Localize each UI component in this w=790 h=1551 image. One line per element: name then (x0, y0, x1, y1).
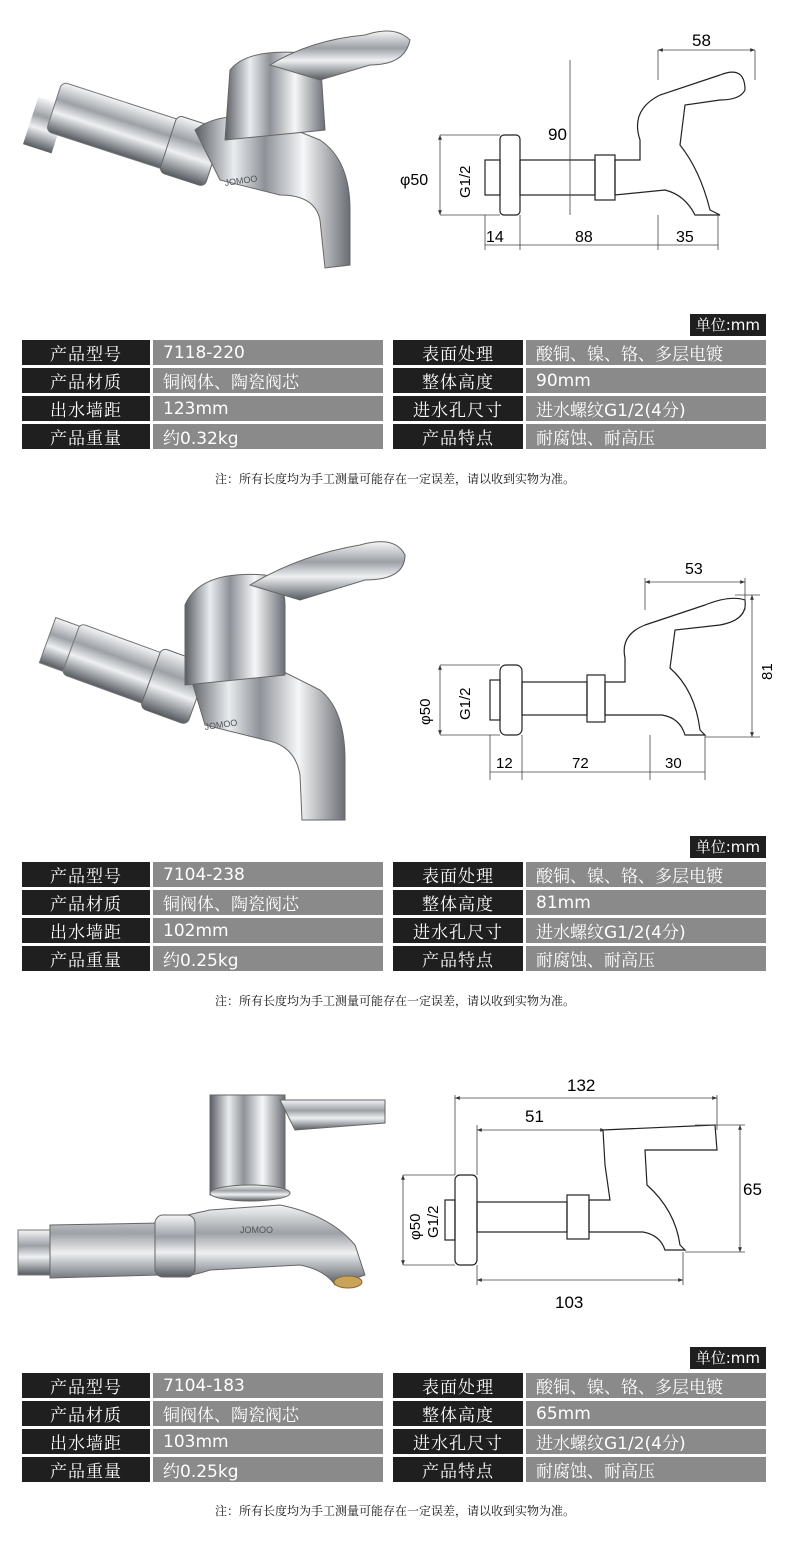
spec-table-1 (22, 337, 766, 452)
spec-value: 123mm (150, 396, 383, 421)
dim-diameter-2: φ50 (417, 698, 434, 725)
spec-value: 81mm (523, 890, 766, 915)
spec-row (22, 946, 766, 971)
spec-key: 出水墙距 (22, 396, 150, 421)
dim-pipe-2: 72 (572, 755, 589, 772)
spec-row (22, 890, 766, 915)
spec-value: 酸铜、镍、铬、多层电镀 (523, 862, 766, 887)
dim-diameter-3: φ50 (407, 1213, 424, 1240)
spec-key: 进水孔尺寸 (393, 1429, 523, 1454)
spec-value: 耐腐蚀、耐高压 (523, 1457, 766, 1482)
spec-table-3 (22, 1370, 766, 1485)
spec-value: 酸铜、镍、铬、多层电镀 (523, 1373, 766, 1398)
spec-value: 进水螺纹G1/2(4分) (523, 396, 766, 421)
spec-key: 产品型号 (22, 340, 150, 365)
spec-key: 表面处理 (393, 862, 523, 887)
dim-thread-3: G1/2 (425, 1205, 442, 1238)
measurement-note-1: 注：所有长度均为手工测量可能存在一定误差，请以收到实物为准。 (214, 472, 575, 486)
dim-flange-2: 12 (496, 755, 513, 772)
spec-row (22, 1373, 766, 1398)
spec-row (22, 1401, 766, 1426)
measurement-note-3: 注：所有长度均为手工测量可能存在一定误差，请以收到实物为准。 (214, 1504, 575, 1518)
spec-value: 耐腐蚀、耐高压 (523, 946, 766, 971)
dim-top-2: 53 (685, 561, 703, 578)
faucet-photo-2 (20, 525, 420, 835)
dim-thread-1: G1/2 (457, 165, 474, 198)
spec-value: 铜阀体、陶瓷阀芯 (150, 890, 383, 915)
dim-mid-3: 51 (525, 1107, 544, 1126)
spec-key: 表面处理 (393, 340, 523, 365)
spec-value: 103mm (150, 1429, 383, 1454)
dim-spout-1: 35 (676, 229, 694, 246)
spec-value: 65mm (523, 1401, 766, 1426)
spec-value: 耐腐蚀、耐高压 (523, 424, 766, 449)
dimension-drawing-1 (400, 20, 780, 280)
brand-mark-2: JOMOO (203, 717, 238, 732)
spec-value: 102mm (150, 918, 383, 943)
spec-key: 产品重量 (22, 1457, 150, 1482)
dim-pipe-1: 88 (575, 229, 593, 246)
unit-label-1: 单位:mm (690, 314, 766, 336)
spec-row (22, 1457, 766, 1482)
spec-key: 产品重量 (22, 946, 150, 971)
spec-key: 产品材质 (22, 368, 150, 393)
spec-row (22, 424, 766, 449)
spec-table-2 (22, 859, 766, 974)
spec-key: 整体高度 (393, 1401, 523, 1426)
product-section-1 (0, 0, 790, 500)
spec-value: 约0.25kg (150, 946, 383, 971)
dim-diameter-1: φ50 (400, 172, 429, 189)
dim-height-1: 90 (548, 125, 567, 144)
faucet-photo-3 (10, 1075, 390, 1325)
spec-key: 产品材质 (22, 890, 150, 915)
spec-value: 90mm (523, 368, 766, 393)
spec-key: 产品特点 (393, 424, 523, 449)
brand-mark-1: JOMOO (223, 173, 258, 188)
spec-row (22, 1429, 766, 1454)
spec-key: 表面处理 (393, 1373, 523, 1398)
spec-value: 铜阀体、陶瓷阀芯 (150, 368, 383, 393)
spec-key: 整体高度 (393, 890, 523, 915)
spec-row (22, 862, 766, 887)
spec-key: 出水墙距 (22, 1429, 150, 1454)
spec-row (22, 396, 766, 421)
spec-key: 出水墙距 (22, 918, 150, 943)
faucet-photo-1 (20, 10, 420, 300)
spec-key: 整体高度 (393, 368, 523, 393)
dim-bottom-3: 103 (555, 1293, 584, 1312)
spec-value: 7104-183 (150, 1373, 383, 1398)
dim-height-3: 65 (743, 1180, 762, 1199)
dim-flange-1: 14 (486, 229, 504, 246)
spec-key: 进水孔尺寸 (393, 396, 523, 421)
spec-value: 约0.32kg (150, 424, 383, 449)
spec-row (22, 918, 766, 943)
spec-value: 铜阀体、陶瓷阀芯 (150, 1401, 383, 1426)
spec-value: 7118-220 (150, 340, 383, 365)
measurement-note-2: 注：所有长度均为手工测量可能存在一定误差，请以收到实物为准。 (214, 994, 575, 1008)
spec-key: 进水孔尺寸 (393, 918, 523, 943)
spec-value: 进水螺纹G1/2(4分) (523, 1429, 766, 1454)
brand-mark-3: JOMOO (240, 1225, 273, 1235)
spec-key: 产品材质 (22, 1401, 150, 1426)
dim-top-3: 132 (567, 1076, 596, 1095)
spec-value: 约0.25kg (150, 1457, 383, 1482)
spec-key: 产品特点 (393, 946, 523, 971)
dimension-drawing-3 (395, 1070, 775, 1330)
dimension-drawing-2 (400, 540, 780, 810)
product-section-2 (0, 520, 790, 1020)
spec-value: 进水螺纹G1/2(4分) (523, 918, 766, 943)
spec-key: 产品重量 (22, 424, 150, 449)
spec-key: 产品型号 (22, 1373, 150, 1398)
unit-label-3: 单位:mm (690, 1347, 766, 1369)
unit-label-2: 单位:mm (690, 836, 766, 858)
dim-top-1: 58 (692, 31, 711, 50)
spec-value: 7104-238 (150, 862, 383, 887)
dim-spout-2: 30 (665, 755, 682, 772)
spec-value: 酸铜、镍、铬、多层电镀 (523, 340, 766, 365)
spec-row (22, 340, 766, 365)
spec-key: 产品特点 (393, 1457, 523, 1482)
spec-row (22, 368, 766, 393)
spec-key: 产品型号 (22, 862, 150, 887)
product-section-3 (0, 1040, 790, 1551)
dim-thread-2: G1/2 (457, 687, 474, 720)
dim-height-2: 81 (759, 663, 776, 680)
